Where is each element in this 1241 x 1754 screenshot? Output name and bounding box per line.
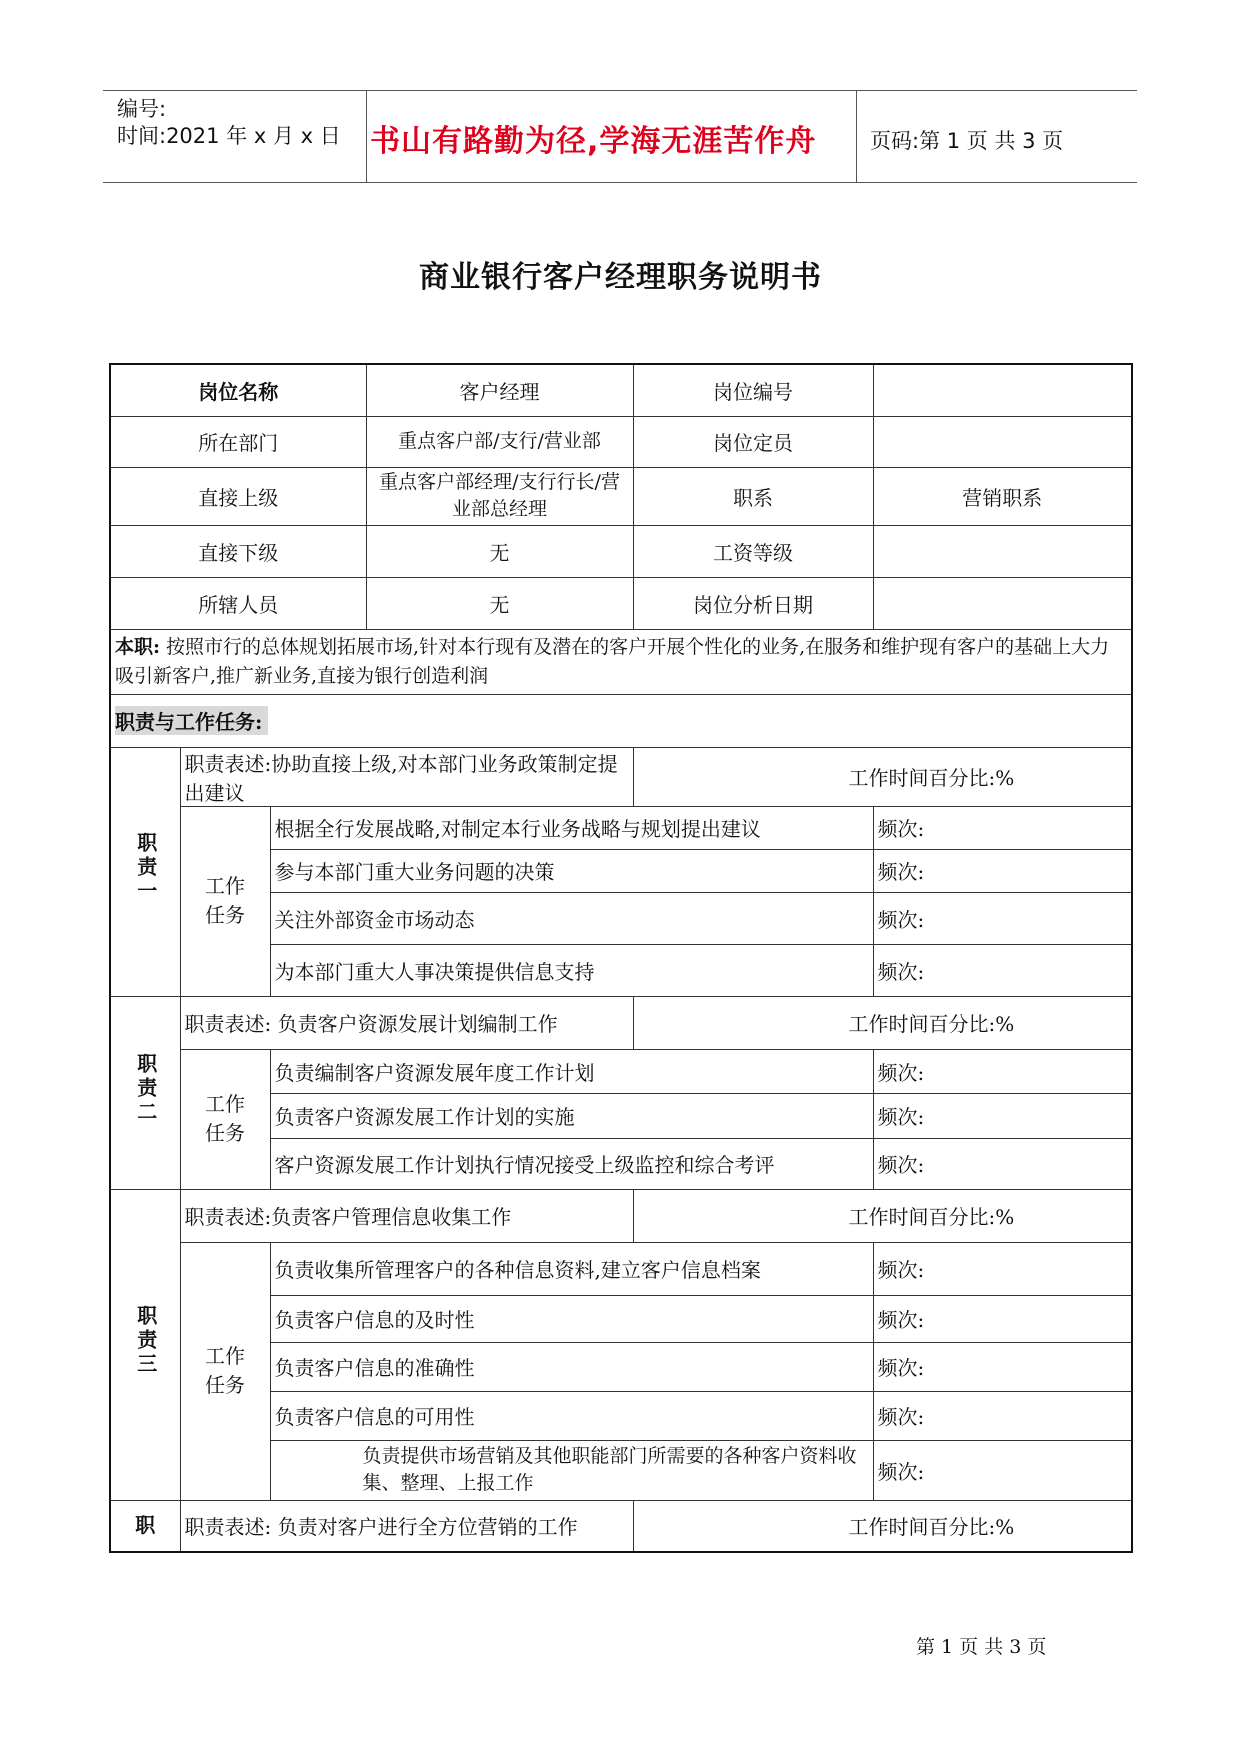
- info-row-department: [110, 416, 1132, 467]
- position-name-label: 岗位名称: [110, 364, 366, 416]
- direct-superior-value: 重点客户部经理/支行行长/营业部总经理: [366, 467, 633, 525]
- document-number-label: 编号:: [117, 97, 167, 121]
- duty-1-task-1: [110, 806, 1132, 849]
- job-family-label: 职系: [633, 467, 873, 525]
- headcount-value: [873, 416, 1132, 467]
- duty-3-task-1-content: 负责收集所管理客户的各种信息资料,建立客户信息档案: [274, 1258, 761, 1282]
- document-title: 商业银行客户经理职务说明书: [419, 260, 822, 295]
- direct-subordinate-value: 无: [366, 525, 633, 577]
- duty-3-task-2-content: 负责客户信息的及时性: [274, 1308, 475, 1332]
- analysis-date-label: 岗位分析日期: [633, 577, 873, 629]
- summary-row: [110, 629, 1132, 694]
- salary-grade-label: 工资等级: [633, 525, 873, 577]
- duty-1-task-label: [180, 806, 270, 996]
- duty-4-statement: 职责表述: 负责对客户进行全方位营销的工作: [180, 1500, 633, 1552]
- duty-3-task-3-text: [270, 1342, 873, 1391]
- duty-2-task-3-content: 客户资源发展工作计划执行情况接受上级监控和综合考评: [274, 1153, 775, 1177]
- info-row-staff: [110, 577, 1132, 629]
- duty-1-task-2-content: 参与本部门重大业务问题的决策: [274, 860, 555, 884]
- info-row-superior: [110, 467, 1132, 525]
- job-summary-label: 本职:: [115, 635, 161, 658]
- duty-1-task-label-text: 工作任务: [205, 874, 245, 927]
- duty-3-task-label: [180, 1242, 270, 1500]
- staff-managed-value: 无: [366, 577, 633, 629]
- duty-1-task-1-frequency: 频次:: [873, 806, 1132, 849]
- salary-grade-value: [873, 525, 1132, 577]
- duty-2-time-percent: 工作时间百分比:%: [633, 996, 1132, 1049]
- duty-3-statement-row: [110, 1189, 1132, 1242]
- duty-1-time-percent: 工作时间百分比:%: [633, 747, 1132, 806]
- duty-4-time-percent: 工作时间百分比:%: [633, 1500, 1132, 1552]
- duty-3-task-5-frequency: 频次:: [873, 1440, 1132, 1500]
- position-code-value: [873, 364, 1132, 416]
- duty-4-label: 职: [110, 1500, 180, 1552]
- duty-1-task-1-text: [270, 806, 873, 849]
- duty-3-task-2-text: [270, 1295, 873, 1342]
- staff-managed-label: 所辖人员: [110, 577, 366, 629]
- duty-2-task-2-text: [270, 1093, 873, 1138]
- job-summary-text: 按照市行的总体规划拓展市场,针对本行现有及潜在的客户开展个性化的业务,在服务和维护现有客户的基础上大力吸引新客户,推广新业务,直接为银行创造利润: [115, 635, 1110, 687]
- duty-3-label-text: 职责三: [133, 1304, 158, 1377]
- duty-3-task-3-content: 负责客户信息的准确性: [274, 1356, 475, 1380]
- direct-subordinate-label: 直接下级: [110, 525, 366, 577]
- duty-2-label-text: 职责二: [133, 1052, 158, 1125]
- duty-1-task-4-content: 为本部门重大人事决策提供信息支持: [274, 959, 595, 984]
- duty-3-time-percent: 工作时间百分比:%: [633, 1189, 1132, 1242]
- duty-1-task-3-text: [270, 892, 873, 944]
- duty-3-task-label-text: 工作任务: [205, 1344, 245, 1397]
- duty-2-task-label: [180, 1049, 270, 1189]
- duty-2-task-2-content: 负责客户资源发展工作计划的实施: [274, 1105, 575, 1129]
- duty-1-task-4-text: [270, 944, 873, 996]
- duty-2-task-3-frequency: 频次:: [873, 1138, 1132, 1189]
- header-separator-left: [366, 90, 367, 183]
- duty-3-task-5-text: [270, 1440, 873, 1500]
- duty-3-statement: 职责表述:负责客户管理信息收集工作: [180, 1189, 633, 1242]
- info-row-position: [110, 364, 1132, 416]
- job-description-table: [109, 363, 1133, 1553]
- position-code-label: 岗位编号: [633, 364, 873, 416]
- duties-heading-row: [110, 694, 1132, 747]
- duty-1-label: [110, 747, 180, 996]
- header-motto: 书山有路勤为径,学海无涯苦作舟: [370, 124, 817, 159]
- page-footer: 第 1 页 共 3 页: [916, 1636, 1047, 1658]
- duty-3-task-4-frequency: 频次:: [873, 1391, 1132, 1440]
- duty-2-task-1-frequency: 频次:: [873, 1049, 1132, 1093]
- duty-1-statement-row: [110, 747, 1132, 806]
- headcount-label: 岗位定员: [633, 416, 873, 467]
- info-row-subordinate: [110, 525, 1132, 577]
- analysis-date-value: [873, 577, 1132, 629]
- duty-1-task-2-text: [270, 849, 873, 892]
- duties-heading-cell: [110, 694, 1132, 747]
- duty-2-label: [110, 996, 180, 1189]
- duty-3-task-1-text: [270, 1242, 873, 1295]
- job-family-value: 营销职系: [873, 467, 1132, 525]
- duty-1-statement: 职责表述:协助直接上级,对本部门业务政策制定提出建议: [180, 747, 633, 806]
- duty-3-task-4-text: [270, 1391, 873, 1440]
- duty-1-task-4-frequency: 频次:: [873, 944, 1132, 996]
- department-label: 所在部门: [110, 416, 366, 467]
- header-separator-right: [856, 90, 857, 183]
- duty-3-label: [110, 1189, 180, 1500]
- duty-3-task-2-frequency: 频次:: [873, 1295, 1132, 1342]
- duty-1-task-3-frequency: 频次:: [873, 892, 1132, 944]
- document-time: 时间:2021 年 x 月 x 日: [117, 124, 341, 148]
- duty-2-task-1-content: 负责编制客户资源发展年度工作计划: [274, 1060, 595, 1085]
- duty-2-task-1-text: [270, 1049, 873, 1093]
- job-summary: [110, 629, 1132, 694]
- duty-1-label-text: 职责一: [133, 831, 158, 904]
- duty-3-task-3-frequency: 频次:: [873, 1342, 1132, 1391]
- duty-3-task-4-content: 负责客户信息的可用性: [274, 1405, 475, 1429]
- header-bottom-rule: [103, 182, 1137, 183]
- duty-2-task-1: [110, 1049, 1132, 1093]
- duty-4-statement-row: [110, 1500, 1132, 1552]
- duty-2-statement: 职责表述: 负责客户资源发展计划编制工作: [180, 996, 633, 1049]
- duty-1-task-3-content: 关注外部资金市场动态: [274, 907, 475, 932]
- header-top-rule: [103, 90, 1137, 91]
- direct-superior-label: 直接上级: [110, 467, 366, 525]
- position-name-value: 客户经理: [366, 364, 633, 416]
- duties-heading: 职责与工作任务:: [115, 706, 268, 735]
- duty-2-task-label-text: 工作任务: [205, 1092, 245, 1145]
- duty-3-task-1-frequency: 频次:: [873, 1242, 1132, 1295]
- duty-3-task-1: [110, 1242, 1132, 1295]
- duty-2-task-2-frequency: 频次:: [873, 1093, 1132, 1138]
- duty-2-task-3-text: [270, 1138, 873, 1189]
- duty-1-task-1-content: 根据全行发展战略,对制定本行业务战略与规划提出建议: [274, 817, 761, 841]
- department-value: 重点客户部/支行/营业部: [366, 416, 633, 467]
- duty-3-task-5-content: 负责提供市场营销及其他职能部门所需要的各种客户资料收集、整理、上报工作: [362, 1445, 857, 1494]
- header-page-info: 页码:第 1 页 共 3 页: [870, 129, 1064, 153]
- duty-2-statement-row: [110, 996, 1132, 1049]
- duty-1-task-2-frequency: 频次:: [873, 849, 1132, 892]
